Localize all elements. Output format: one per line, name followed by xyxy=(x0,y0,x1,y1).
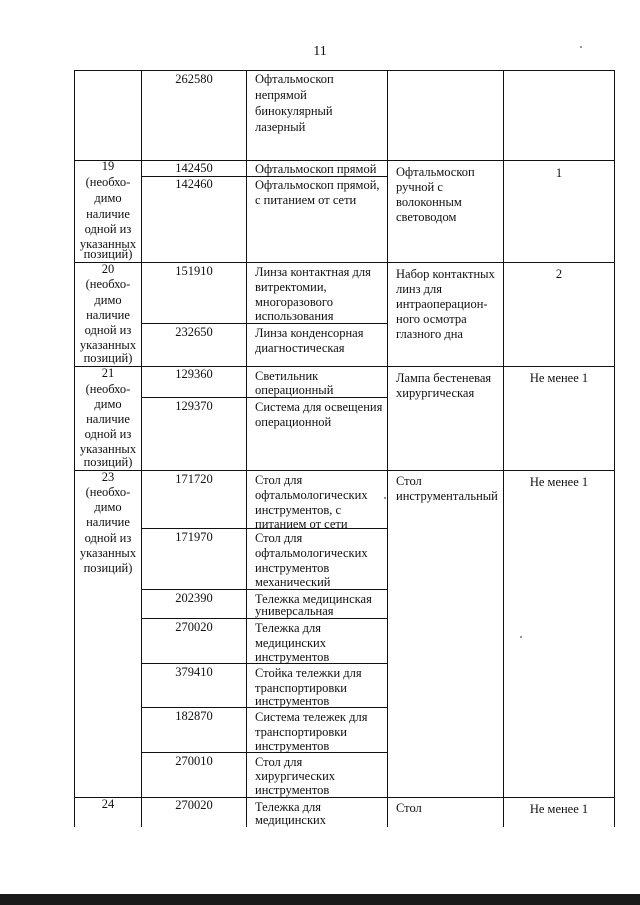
code-cell: 171720 xyxy=(175,472,213,486)
code-cell: 129360 xyxy=(175,367,213,381)
quantity-cell: 1 xyxy=(555,166,563,180)
position-cell: 24 xyxy=(101,797,115,811)
column-divider-2 xyxy=(246,70,247,827)
quantity-cell: Не менее 1 xyxy=(529,802,589,816)
code-cell: 262580 xyxy=(175,72,213,86)
column-divider-4 xyxy=(503,70,504,827)
scan-speck xyxy=(580,46,582,48)
scan-speck xyxy=(520,636,522,638)
code-cell: 379410 xyxy=(175,665,213,679)
code-cell: 270020 xyxy=(175,620,213,634)
row-divider xyxy=(74,262,615,263)
name-cell: Офтальмоскоп прямой xyxy=(255,162,377,176)
table-border-top xyxy=(74,70,615,71)
code-cell: 202390 xyxy=(175,591,213,605)
code-cell: 182870 xyxy=(175,709,213,723)
code-cell: 270010 xyxy=(175,754,213,768)
scan-speck xyxy=(384,497,386,499)
code-cell: 142460 xyxy=(175,177,213,191)
quantity-cell: 2 xyxy=(555,267,563,281)
code-cell: 171970 xyxy=(175,530,213,544)
code-cell: 142450 xyxy=(175,161,213,175)
page-number: 11 xyxy=(313,44,327,59)
table-border-right xyxy=(614,70,615,827)
code-cell: 232650 xyxy=(175,325,213,339)
code-cell: 151910 xyxy=(175,264,213,278)
type-cell: Стол xyxy=(396,801,422,815)
scan-edge-bar xyxy=(0,894,640,905)
row-divider xyxy=(74,470,615,471)
quantity-cell: Не менее 1 xyxy=(529,371,589,385)
code-cell: 270020 xyxy=(175,798,213,812)
column-divider-3 xyxy=(387,70,388,827)
quantity-cell: Не менее 1 xyxy=(529,475,589,489)
code-cell: 129370 xyxy=(175,399,213,413)
